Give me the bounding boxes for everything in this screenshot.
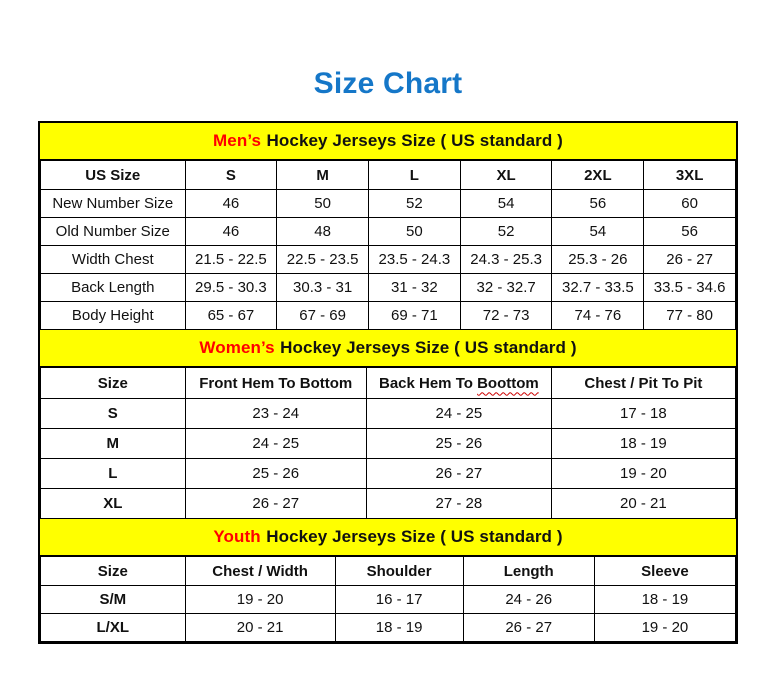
table-row bbox=[41, 274, 736, 302]
size-value: 19 - 20 bbox=[551, 459, 735, 489]
size-value: 31 - 32 bbox=[369, 274, 461, 302]
table-row bbox=[41, 302, 736, 330]
mens-section bbox=[40, 123, 736, 330]
table-row bbox=[41, 459, 736, 489]
womens-size-table bbox=[40, 367, 736, 519]
column-header: 2XL bbox=[552, 161, 644, 190]
column-header: L bbox=[369, 161, 461, 190]
size-value: 56 bbox=[552, 190, 644, 218]
size-value: 46 bbox=[185, 190, 277, 218]
womens-section-header bbox=[40, 330, 736, 367]
table-row bbox=[41, 429, 736, 459]
size-value: 25 - 26 bbox=[366, 429, 551, 459]
size-value: 74 - 76 bbox=[552, 302, 644, 330]
size-value: 30.3 - 31 bbox=[277, 274, 369, 302]
size-value: 69 - 71 bbox=[369, 302, 461, 330]
row-label: XL bbox=[41, 489, 186, 519]
size-value: 25 - 26 bbox=[185, 459, 366, 489]
mens-header-row bbox=[41, 161, 736, 190]
size-value: 24 - 25 bbox=[185, 429, 366, 459]
youth-band-highlight: Youth bbox=[213, 527, 261, 546]
youth-size-table bbox=[40, 556, 736, 642]
table-row bbox=[41, 246, 736, 274]
size-value: 22.5 - 23.5 bbox=[277, 246, 369, 274]
column-header: Chest / Pit To Pit bbox=[551, 368, 735, 399]
size-value: 26 - 27 bbox=[366, 459, 551, 489]
table-row bbox=[41, 399, 736, 429]
size-value: 29.5 - 30.3 bbox=[185, 274, 277, 302]
size-value: 24 - 25 bbox=[366, 399, 551, 429]
size-value: 33.5 - 34.6 bbox=[644, 274, 736, 302]
row-label: Old Number Size bbox=[41, 218, 186, 246]
row-label: S/M bbox=[41, 586, 186, 614]
size-value: 26 - 27 bbox=[185, 489, 366, 519]
column-header bbox=[366, 368, 551, 399]
size-value: 18 - 19 bbox=[551, 429, 735, 459]
row-label: Back Length bbox=[41, 274, 186, 302]
size-value: 26 - 27 bbox=[644, 246, 736, 274]
size-value: 26 - 27 bbox=[463, 614, 594, 642]
row-label: Width Chest bbox=[41, 246, 186, 274]
column-header: 3XL bbox=[644, 161, 736, 190]
youth-section bbox=[40, 519, 736, 642]
page-title: Size Chart bbox=[313, 67, 463, 100]
size-value: 50 bbox=[369, 218, 461, 246]
size-value: 65 - 67 bbox=[185, 302, 277, 330]
size-value: 20 - 21 bbox=[185, 614, 335, 642]
row-label: L/XL bbox=[41, 614, 186, 642]
size-value: 77 - 80 bbox=[644, 302, 736, 330]
size-value: 16 - 17 bbox=[335, 586, 463, 614]
column-header: Chest / Width bbox=[185, 557, 335, 586]
size-value: 48 bbox=[277, 218, 369, 246]
size-value: 19 - 20 bbox=[185, 586, 335, 614]
row-label: Body Height bbox=[41, 302, 186, 330]
column-header: Front Hem To Bottom bbox=[185, 368, 366, 399]
column-header: S bbox=[185, 161, 277, 190]
size-value: 19 - 20 bbox=[594, 614, 735, 642]
womens-header-row bbox=[41, 368, 736, 399]
column-header: Size bbox=[41, 368, 186, 399]
table-row bbox=[41, 218, 736, 246]
size-value: 54 bbox=[460, 190, 552, 218]
womens-section bbox=[40, 330, 736, 519]
youth-band-text: Hockey Jerseys Size ( US standard ) bbox=[266, 527, 563, 546]
youth-header-row bbox=[41, 557, 736, 586]
womens-band-text: Hockey Jerseys Size ( US standard ) bbox=[280, 338, 577, 357]
table-row bbox=[41, 489, 736, 519]
size-value: 17 - 18 bbox=[551, 399, 735, 429]
misspelled-word: Boottom bbox=[477, 374, 539, 392]
row-label: New Number Size bbox=[41, 190, 186, 218]
size-value: 72 - 73 bbox=[460, 302, 552, 330]
size-value: 24.3 - 25.3 bbox=[460, 246, 552, 274]
column-header: Sleeve bbox=[594, 557, 735, 586]
size-value: 20 - 21 bbox=[551, 489, 735, 519]
row-label: M bbox=[41, 429, 186, 459]
womens-band-highlight: Women’s bbox=[199, 338, 275, 357]
mens-band-highlight: Men’s bbox=[213, 131, 262, 150]
column-header: M bbox=[277, 161, 369, 190]
size-value: 56 bbox=[644, 218, 736, 246]
row-label: S bbox=[41, 399, 186, 429]
row-label: L bbox=[41, 459, 186, 489]
size-value: 18 - 19 bbox=[335, 614, 463, 642]
size-value: 52 bbox=[369, 190, 461, 218]
size-value: 23.5 - 24.3 bbox=[369, 246, 461, 274]
column-header: Size bbox=[41, 557, 186, 586]
table-row bbox=[41, 614, 736, 642]
size-value: 54 bbox=[552, 218, 644, 246]
size-value: 25.3 - 26 bbox=[552, 246, 644, 274]
size-value: 67 - 69 bbox=[277, 302, 369, 330]
size-value: 21.5 - 22.5 bbox=[185, 246, 277, 274]
size-value: 50 bbox=[277, 190, 369, 218]
mens-band-text: Hockey Jerseys Size ( US standard ) bbox=[266, 131, 563, 150]
table-row bbox=[41, 190, 736, 218]
column-header: Length bbox=[463, 557, 594, 586]
size-value: 24 - 26 bbox=[463, 586, 594, 614]
table-row bbox=[41, 586, 736, 614]
size-value: 60 bbox=[644, 190, 736, 218]
mens-size-table bbox=[40, 160, 736, 330]
size-value: 23 - 24 bbox=[185, 399, 366, 429]
size-value: 52 bbox=[460, 218, 552, 246]
column-header: Shoulder bbox=[335, 557, 463, 586]
size-value: 32 - 32.7 bbox=[460, 274, 552, 302]
size-value: 46 bbox=[185, 218, 277, 246]
size-value: 32.7 - 33.5 bbox=[552, 274, 644, 302]
size-chart-container bbox=[38, 121, 738, 644]
size-value: 27 - 28 bbox=[366, 489, 551, 519]
mens-section-header bbox=[40, 123, 736, 160]
youth-section-header bbox=[40, 519, 736, 556]
column-header: US Size bbox=[41, 161, 186, 190]
size-value: 18 - 19 bbox=[594, 586, 735, 614]
column-header: XL bbox=[460, 161, 552, 190]
column-header-text: Back Hem To bbox=[378, 374, 478, 392]
